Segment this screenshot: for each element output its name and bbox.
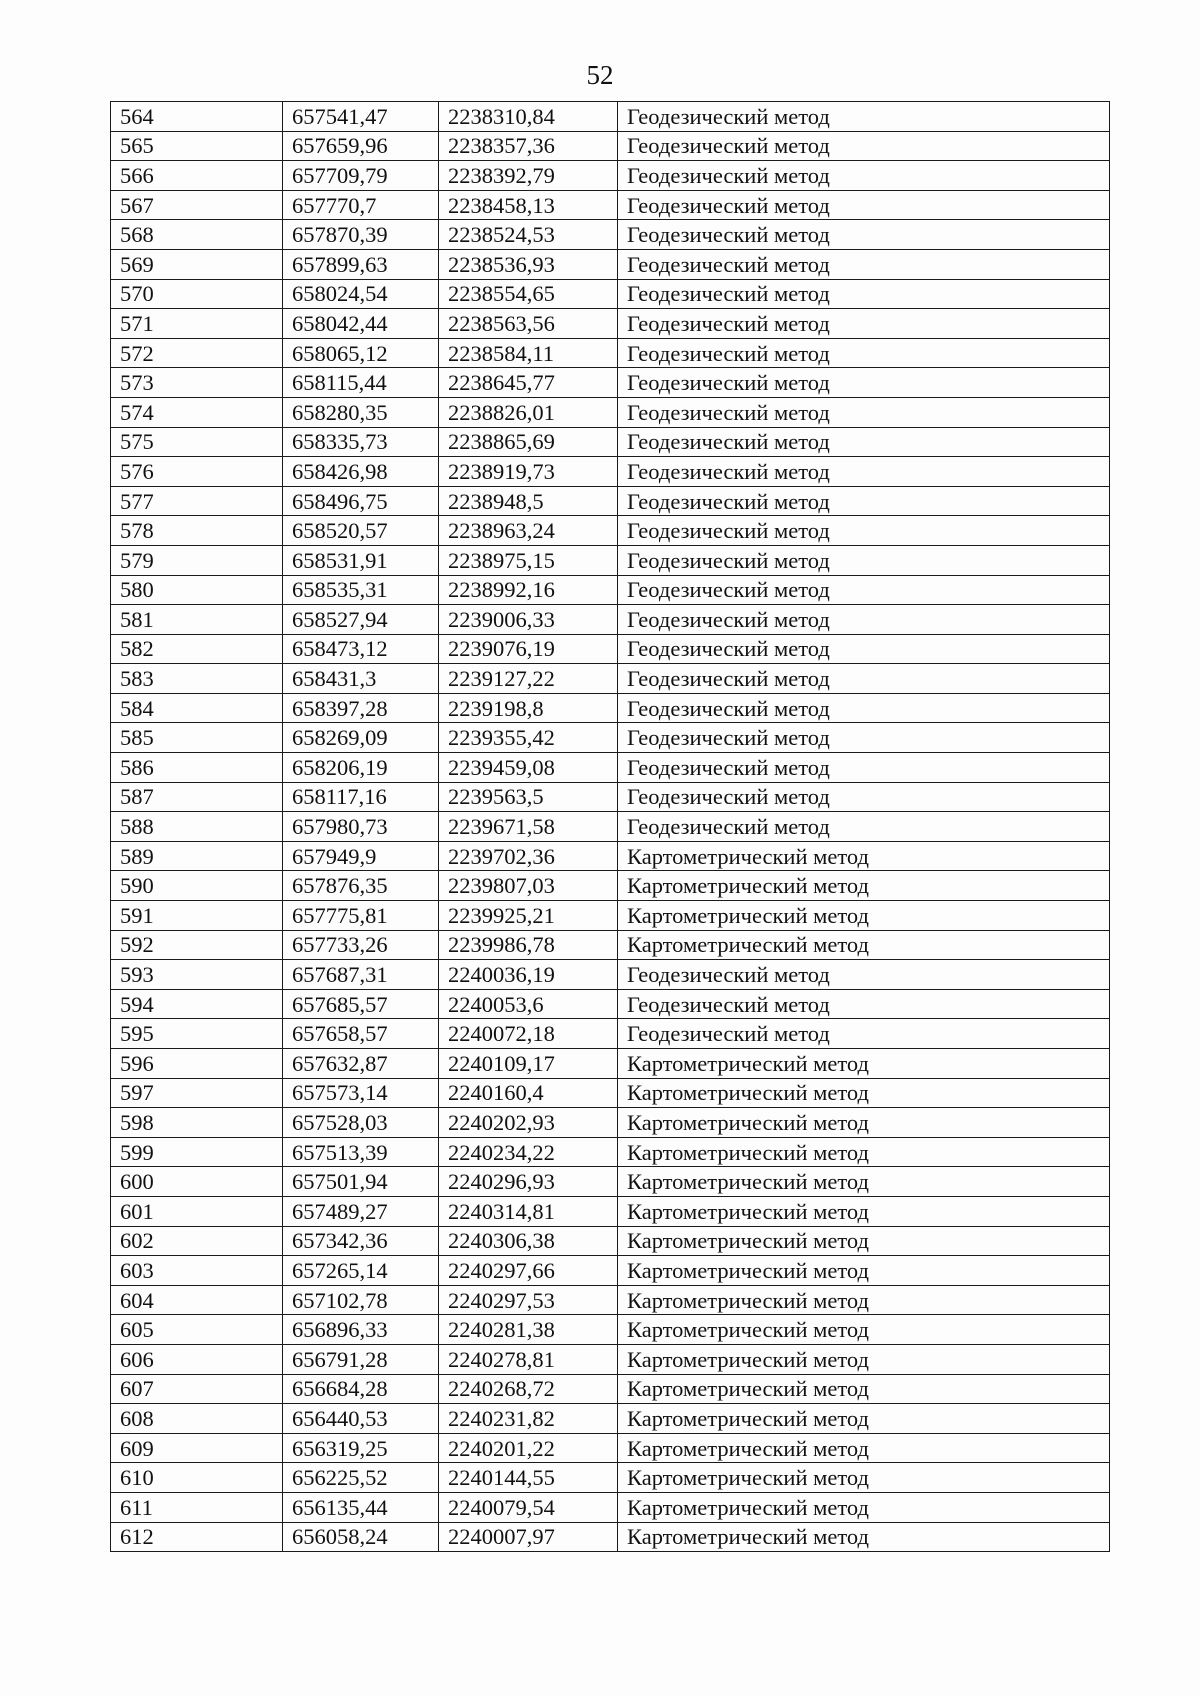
method-cell: Геодезический метод [618,486,1110,516]
x-coordinate-cell: 657513,39 [283,1137,439,1167]
y-coordinate-cell: 2240296,93 [439,1167,618,1197]
y-coordinate-cell: 2239127,22 [439,664,618,694]
y-coordinate-cell: 2238584,11 [439,338,618,368]
table-row [111,249,1110,279]
method-cell: Картометрический метод [618,901,1110,931]
x-coordinate-cell: 656440,53 [283,1404,439,1434]
table-row [111,841,1110,871]
method-cell: Геодезический метод [618,782,1110,812]
method-cell: Геодезический метод [618,723,1110,753]
point-number-cell: 597 [111,1078,283,1108]
point-number-cell: 583 [111,664,283,694]
y-coordinate-cell: 2238310,84 [439,102,618,132]
method-cell: Геодезический метод [618,960,1110,990]
table-row [111,1226,1110,1256]
method-cell: Геодезический метод [618,102,1110,132]
method-cell: Геодезический метод [618,190,1110,220]
y-coordinate-cell: 2238645,77 [439,368,618,398]
table-row [111,871,1110,901]
table-row [111,1078,1110,1108]
x-coordinate-cell: 657876,35 [283,871,439,901]
table-row [111,901,1110,931]
y-coordinate-cell: 2238975,15 [439,545,618,575]
table-row [111,220,1110,250]
point-number-cell: 606 [111,1344,283,1374]
method-cell: Геодезический метод [618,249,1110,279]
point-number-cell: 590 [111,871,283,901]
point-number-cell: 598 [111,1108,283,1138]
table-row [111,664,1110,694]
x-coordinate-cell: 658115,44 [283,368,439,398]
point-number-cell: 599 [111,1137,283,1167]
method-cell: Картометрический метод [618,1522,1110,1552]
method-cell: Геодезический метод [618,812,1110,842]
x-coordinate-cell: 657658,57 [283,1019,439,1049]
method-cell: Картометрический метод [618,1137,1110,1167]
y-coordinate-cell: 2238826,01 [439,397,618,427]
table-row [111,575,1110,605]
table-row [111,102,1110,132]
x-coordinate-cell: 658397,28 [283,693,439,723]
y-coordinate-cell: 2240278,81 [439,1344,618,1374]
table-row [111,190,1110,220]
x-coordinate-cell: 658024,54 [283,279,439,309]
method-cell: Геодезический метод [618,338,1110,368]
method-cell: Геодезический метод [618,516,1110,546]
y-coordinate-cell: 2240201,22 [439,1433,618,1463]
point-number-cell: 592 [111,930,283,960]
point-number-cell: 600 [111,1167,283,1197]
y-coordinate-cell: 2239006,33 [439,605,618,635]
table-row [111,161,1110,191]
table-row [111,1463,1110,1493]
x-coordinate-cell: 656684,28 [283,1374,439,1404]
y-coordinate-cell: 2239198,8 [439,693,618,723]
y-coordinate-cell: 2239563,5 [439,782,618,812]
x-coordinate-cell: 658206,19 [283,753,439,783]
table-row [111,397,1110,427]
x-coordinate-cell: 658280,35 [283,397,439,427]
method-cell: Картометрический метод [618,871,1110,901]
table-row [111,1137,1110,1167]
table-row [111,1019,1110,1049]
x-coordinate-cell: 658426,98 [283,457,439,487]
y-coordinate-cell: 2240109,17 [439,1049,618,1079]
point-number-cell: 580 [111,575,283,605]
point-number-cell: 603 [111,1256,283,1286]
point-number-cell: 573 [111,368,283,398]
point-number-cell: 584 [111,693,283,723]
method-cell: Картометрический метод [618,1344,1110,1374]
table-row [111,1315,1110,1345]
x-coordinate-cell: 657685,57 [283,989,439,1019]
table-row [111,1108,1110,1138]
point-number-cell: 610 [111,1463,283,1493]
y-coordinate-cell: 2239459,08 [439,753,618,783]
y-coordinate-cell: 2240268,72 [439,1374,618,1404]
method-cell: Картометрический метод [618,1492,1110,1522]
method-cell: Геодезический метод [618,220,1110,250]
table-row [111,1285,1110,1315]
method-cell: Картометрический метод [618,1049,1110,1079]
y-coordinate-cell: 2238357,36 [439,131,618,161]
x-coordinate-cell: 656319,25 [283,1433,439,1463]
point-number-cell: 588 [111,812,283,842]
y-coordinate-cell: 2240160,4 [439,1078,618,1108]
table-row [111,457,1110,487]
method-cell: Картометрический метод [618,1226,1110,1256]
y-coordinate-cell: 2240053,6 [439,989,618,1019]
method-cell: Геодезический метод [618,161,1110,191]
table-row [111,723,1110,753]
table-row [111,1256,1110,1286]
method-cell: Геодезический метод [618,634,1110,664]
method-cell: Картометрический метод [618,1374,1110,1404]
method-cell: Картометрический метод [618,1315,1110,1345]
y-coordinate-cell: 2239986,78 [439,930,618,960]
x-coordinate-cell: 656225,52 [283,1463,439,1493]
y-coordinate-cell: 2240144,55 [439,1463,618,1493]
point-number-cell: 575 [111,427,283,457]
method-cell: Геодезический метод [618,753,1110,783]
y-coordinate-cell: 2238992,16 [439,575,618,605]
coordinates-table [110,101,1110,1552]
table-row [111,782,1110,812]
x-coordinate-cell: 657899,63 [283,249,439,279]
y-coordinate-cell: 2240072,18 [439,1019,618,1049]
y-coordinate-cell: 2238563,56 [439,309,618,339]
y-coordinate-cell: 2240231,82 [439,1404,618,1434]
method-cell: Картометрический метод [618,1108,1110,1138]
point-number-cell: 596 [111,1049,283,1079]
point-number-cell: 604 [111,1285,283,1315]
method-cell: Геодезический метод [618,279,1110,309]
point-number-cell: 594 [111,989,283,1019]
y-coordinate-cell: 2238554,65 [439,279,618,309]
table-row [111,812,1110,842]
point-number-cell: 587 [111,782,283,812]
method-cell: Геодезический метод [618,575,1110,605]
x-coordinate-cell: 658473,12 [283,634,439,664]
method-cell: Геодезический метод [618,309,1110,339]
x-coordinate-cell: 656135,44 [283,1492,439,1522]
y-coordinate-cell: 2238865,69 [439,427,618,457]
x-coordinate-cell: 657775,81 [283,901,439,931]
method-cell: Геодезический метод [618,1019,1110,1049]
x-coordinate-cell: 656791,28 [283,1344,439,1374]
point-number-cell: 582 [111,634,283,664]
point-number-cell: 605 [111,1315,283,1345]
y-coordinate-cell: 2238392,79 [439,161,618,191]
x-coordinate-cell: 657528,03 [283,1108,439,1138]
point-number-cell: 593 [111,960,283,990]
point-number-cell: 578 [111,516,283,546]
x-coordinate-cell: 657687,31 [283,960,439,990]
x-coordinate-cell: 657870,39 [283,220,439,250]
y-coordinate-cell: 2240297,66 [439,1256,618,1286]
table-row [111,1049,1110,1079]
y-coordinate-cell: 2240297,53 [439,1285,618,1315]
method-cell: Геодезический метод [618,693,1110,723]
method-cell: Геодезический метод [618,368,1110,398]
x-coordinate-cell: 657342,36 [283,1226,439,1256]
table-row [111,131,1110,161]
y-coordinate-cell: 2240007,97 [439,1522,618,1552]
point-number-cell: 589 [111,841,283,871]
table-row [111,605,1110,635]
x-coordinate-cell: 658531,91 [283,545,439,575]
point-number-cell: 579 [111,545,283,575]
point-number-cell: 611 [111,1492,283,1522]
point-number-cell: 607 [111,1374,283,1404]
table-row [111,545,1110,575]
table-row [111,634,1110,664]
point-number-cell: 595 [111,1019,283,1049]
table-row [111,960,1110,990]
method-cell: Картометрический метод [618,930,1110,960]
x-coordinate-cell: 658269,09 [283,723,439,753]
x-coordinate-cell: 658527,94 [283,605,439,635]
x-coordinate-cell: 658335,73 [283,427,439,457]
x-coordinate-cell: 657770,7 [283,190,439,220]
table-row [111,516,1110,546]
point-number-cell: 574 [111,397,283,427]
point-number-cell: 601 [111,1196,283,1226]
point-number-cell: 570 [111,279,283,309]
table-row [111,368,1110,398]
table-row [111,930,1110,960]
point-number-cell: 569 [111,249,283,279]
method-cell: Геодезический метод [618,457,1110,487]
point-number-cell: 602 [111,1226,283,1256]
x-coordinate-cell: 658431,3 [283,664,439,694]
table-row [111,1374,1110,1404]
table-row [111,1167,1110,1197]
point-number-cell: 586 [111,753,283,783]
point-number-cell: 571 [111,309,283,339]
y-coordinate-cell: 2240079,54 [439,1492,618,1522]
method-cell: Картометрический метод [618,1404,1110,1434]
table-row [111,1404,1110,1434]
y-coordinate-cell: 2239925,21 [439,901,618,931]
table-row [111,486,1110,516]
method-cell: Геодезический метод [618,664,1110,694]
y-coordinate-cell: 2238963,24 [439,516,618,546]
y-coordinate-cell: 2240314,81 [439,1196,618,1226]
y-coordinate-cell: 2239355,42 [439,723,618,753]
point-number-cell: 568 [111,220,283,250]
point-number-cell: 612 [111,1522,283,1552]
x-coordinate-cell: 658117,16 [283,782,439,812]
method-cell: Картометрический метод [618,1285,1110,1315]
point-number-cell: 585 [111,723,283,753]
y-coordinate-cell: 2240306,38 [439,1226,618,1256]
y-coordinate-cell: 2238919,73 [439,457,618,487]
coordinates-table-body [111,102,1110,1552]
table-row [111,1196,1110,1226]
x-coordinate-cell: 657541,47 [283,102,439,132]
method-cell: Картометрический метод [618,1196,1110,1226]
x-coordinate-cell: 657733,26 [283,930,439,960]
table-row [111,279,1110,309]
x-coordinate-cell: 658042,44 [283,309,439,339]
method-cell: Геодезический метод [618,131,1110,161]
x-coordinate-cell: 657949,9 [283,841,439,871]
x-coordinate-cell: 657489,27 [283,1196,439,1226]
y-coordinate-cell: 2238458,13 [439,190,618,220]
page-number: 52 [586,60,614,90]
x-coordinate-cell: 658496,75 [283,486,439,516]
point-number-cell: 565 [111,131,283,161]
x-coordinate-cell: 657709,79 [283,161,439,191]
method-cell: Картометрический метод [618,1167,1110,1197]
point-number-cell: 566 [111,161,283,191]
point-number-cell: 608 [111,1404,283,1434]
y-coordinate-cell: 2239807,03 [439,871,618,901]
method-cell: Геодезический метод [618,427,1110,457]
x-coordinate-cell: 657659,96 [283,131,439,161]
point-number-cell: 572 [111,338,283,368]
method-cell: Геодезический метод [618,397,1110,427]
method-cell: Картометрический метод [618,1256,1110,1286]
y-coordinate-cell: 2238536,93 [439,249,618,279]
table-row [111,989,1110,1019]
y-coordinate-cell: 2240281,38 [439,1315,618,1345]
method-cell: Картометрический метод [618,1463,1110,1493]
table-row [111,1492,1110,1522]
table-row [111,309,1110,339]
point-number-cell: 567 [111,190,283,220]
x-coordinate-cell: 657573,14 [283,1078,439,1108]
point-number-cell: 581 [111,605,283,635]
table-row [111,693,1110,723]
x-coordinate-cell: 658065,12 [283,338,439,368]
table-row [111,1344,1110,1374]
x-coordinate-cell: 656058,24 [283,1522,439,1552]
table-row [111,753,1110,783]
x-coordinate-cell: 657632,87 [283,1049,439,1079]
method-cell: Геодезический метод [618,605,1110,635]
method-cell: Геодезический метод [618,989,1110,1019]
y-coordinate-cell: 2239702,36 [439,841,618,871]
x-coordinate-cell: 658520,57 [283,516,439,546]
point-number-cell: 564 [111,102,283,132]
y-coordinate-cell: 2240234,22 [439,1137,618,1167]
x-coordinate-cell: 656896,33 [283,1315,439,1345]
table-row [111,1433,1110,1463]
x-coordinate-cell: 657501,94 [283,1167,439,1197]
point-number-cell: 576 [111,457,283,487]
method-cell: Картометрический метод [618,841,1110,871]
y-coordinate-cell: 2239671,58 [439,812,618,842]
y-coordinate-cell: 2240036,19 [439,960,618,990]
table-row [111,338,1110,368]
y-coordinate-cell: 2240202,93 [439,1108,618,1138]
x-coordinate-cell: 657102,78 [283,1285,439,1315]
method-cell: Геодезический метод [618,545,1110,575]
point-number-cell: 577 [111,486,283,516]
table-row [111,1522,1110,1552]
y-coordinate-cell: 2239076,19 [439,634,618,664]
point-number-cell: 591 [111,901,283,931]
point-number-cell: 609 [111,1433,283,1463]
y-coordinate-cell: 2238524,53 [439,220,618,250]
x-coordinate-cell: 657265,14 [283,1256,439,1286]
x-coordinate-cell: 657980,73 [283,812,439,842]
x-coordinate-cell: 658535,31 [283,575,439,605]
method-cell: Картометрический метод [618,1433,1110,1463]
method-cell: Картометрический метод [618,1078,1110,1108]
table-row [111,427,1110,457]
y-coordinate-cell: 2238948,5 [439,486,618,516]
